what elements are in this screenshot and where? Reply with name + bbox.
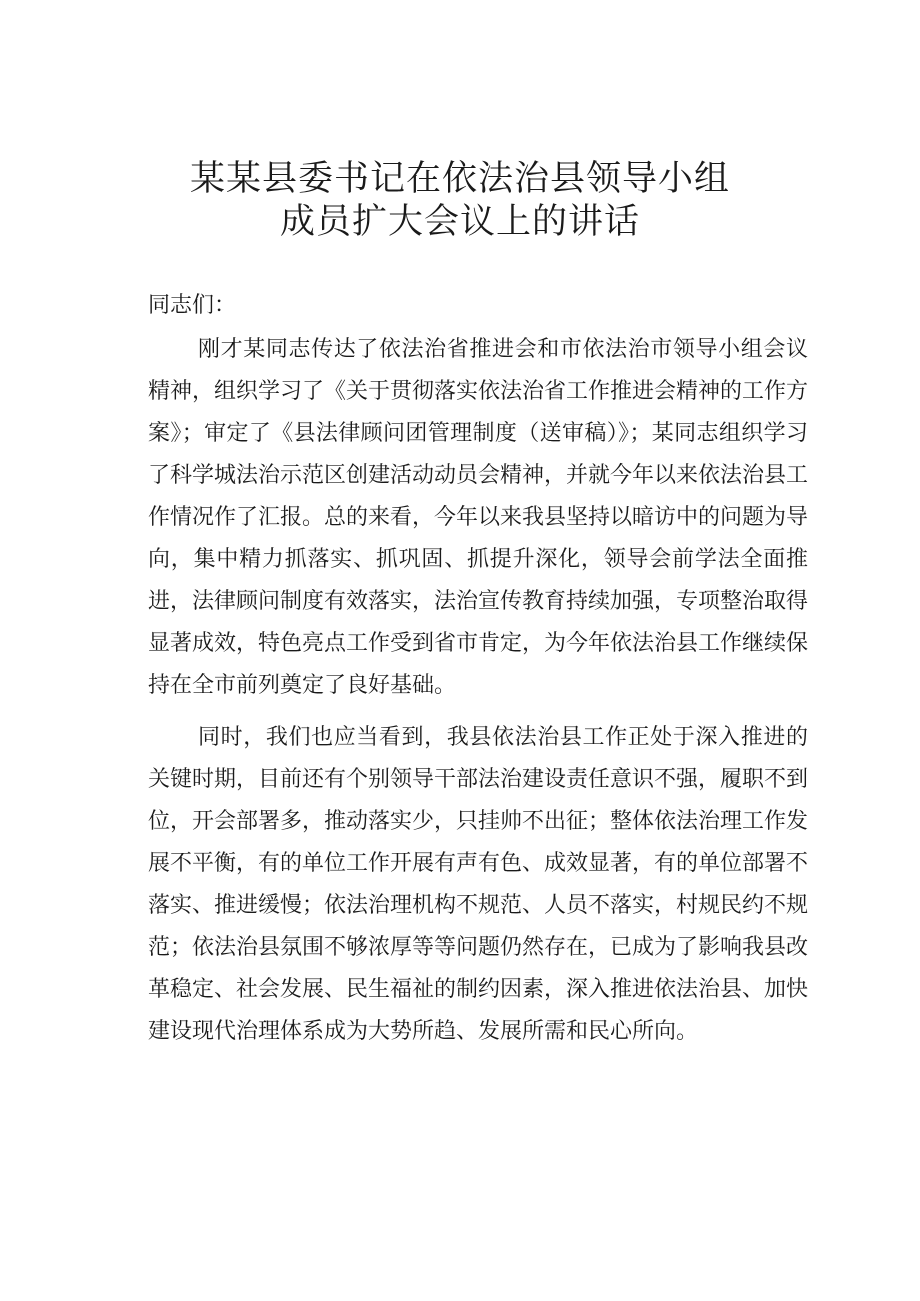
paragraph-1: 刚才某同志传达了依法治省推进会和市依法治市领导小组会议精神，组织学习了《关于贯彻落实依法治省工作推进会精神的工作方案》；审定了《县法律顾问团管理制度（送审稿）》；某同志组织学习了科学城法治示范区创建活动动员会精神，并就今年以来依法治县工作情况作了汇报。总的来看，今年以来我县坚持以暗访中的问题为导向，集中精力抓落实、抓巩固、抓提升深化，领导会前学法全面推进，法律顾问制度有效落实，法治宣传教育持续加强，专项整治取得显著成效，特色亮点工作受到省市肯定，为今年依法治县工作继续保持在全市前列奠定了良好基础。 xyxy=(148,337,809,698)
document-title-line-1: 某某县委书记在依法治县领导小组 xyxy=(189,159,730,199)
salutation: 同志们： xyxy=(148,293,237,318)
paragraph-2: 同时，我们也应当看到，我县依法治县工作正处于深入推进的关键时期，目前还有个别领导干部法治建设责任意识不强，履职不到位，开会部署多，推动落实少，只挂帅不出征；整体依法治理工作发展不平衡，有的单位工作开展有声有色、成效显著，有的单位部署不落实、推进缓慢；依法治理机构不规范、人员不落实，村规民约不规范；依法治县氛围不够浓厚等等问题仍然存在，已成为了影响我县改革稳定、社会发展、民生福祉的制约因素，深入推进依法治县、加快建设现代治理体系成为大势所趋、发展所需和民心所向。 xyxy=(148,725,809,1044)
document-title-line-2: 成员扩大会议上的讲话 xyxy=(279,202,640,242)
